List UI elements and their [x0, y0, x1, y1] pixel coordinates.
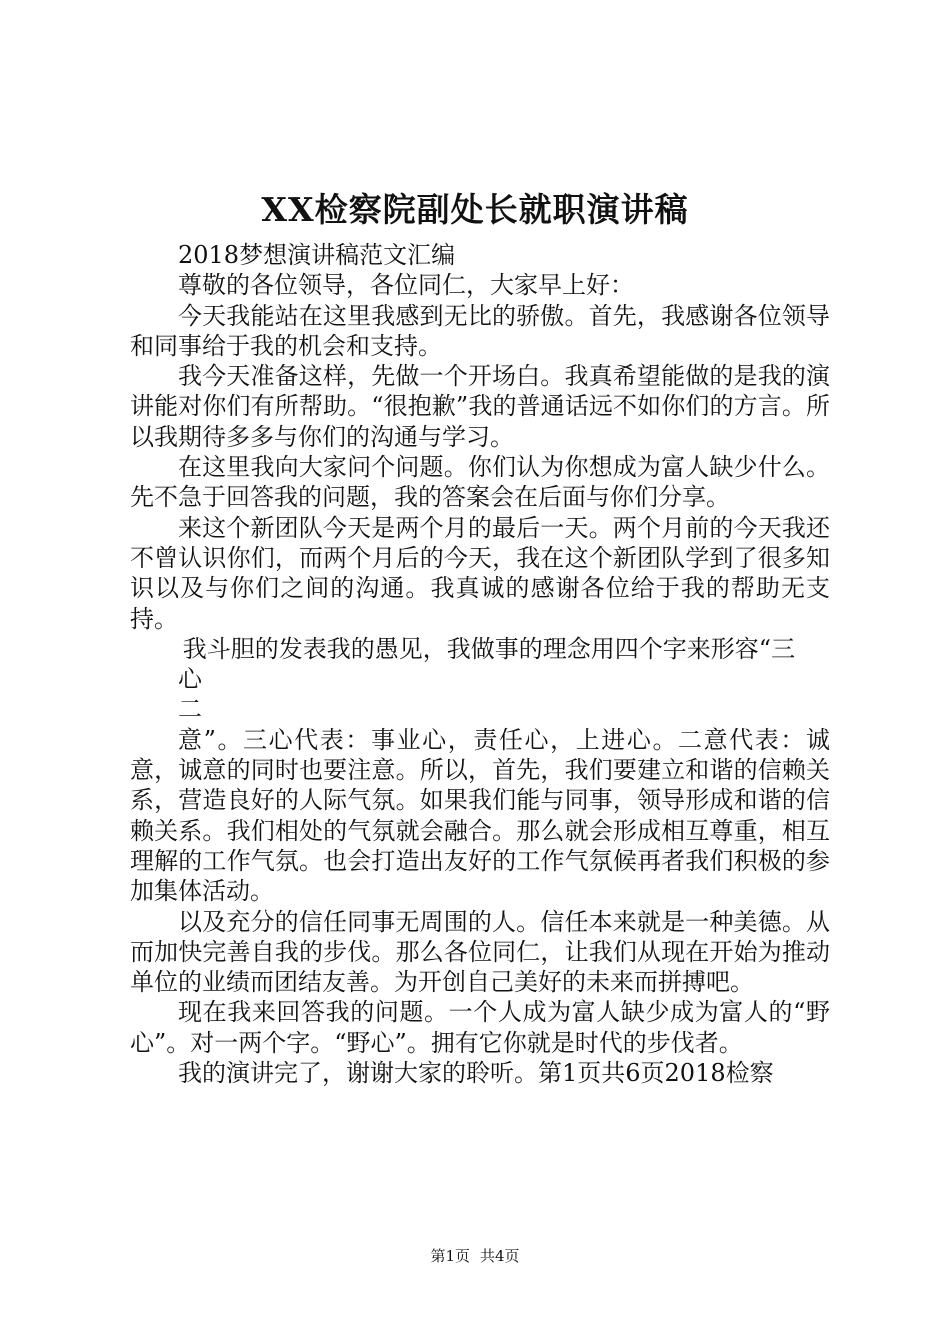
paragraph: 我斗胆的发表我的愚见，我做事的理念用四个字来形容“三	[182, 634, 796, 663]
paragraph-fragment: 二	[178, 695, 202, 724]
paragraph: 意”。三心代表：事业心，责任心，上进心。二意代表：诚意，诚意的同时也要注意。所以，首先，我们要建立和谐的信赖关系，营造良好的人际气氛。如果我们能与同事，领导形成和谐的信赖关系。我们相处的气氛就会融合。那么就会形成相互尊重，相互理解的工作气氛。也会打造出友好的工作气氛候再者我们积极的参加集体活动。	[130, 725, 830, 906]
page-total: 共4页	[480, 1247, 520, 1265]
paragraph: 现在我来回答我的问题。一个人成为富人缺少成为富人的“野心”。对一两个字。“野心”。拥有它你就是时代的步伐者。	[130, 998, 830, 1057]
paragraph: 我的演讲完了，谢谢大家的聆听。第1页共6页2018检察	[178, 1059, 774, 1088]
paragraph: 我今天准备这样，先做一个开场白。我真希望能做的是我的演讲能对你们有所帮助。“很抱歉”我的普通话远不如你们的方言。所以我期待多多与你们的沟通与学习。	[130, 362, 830, 451]
page-number: 第1页	[430, 1247, 470, 1265]
paragraph-subtitle: 2018梦想演讲稿范文汇编	[178, 241, 456, 269]
paragraph: 以及充分的信任同事无周围的人。信任本来就是一种美德。从而加快完善自我的步伐。那么各位同仁，让我们从现在开始为推动单位的业绩而团结友善。为开创自己美好的未来而拼搏吧。	[130, 907, 830, 997]
paragraph-greeting: 尊敬的各位领导，各位同仁，大家早上好：	[178, 271, 634, 300]
page-footer	[0, 1245, 950, 1267]
paragraph: 今天我能站在这里我感到无比的骄傲。首先，我感谢各位领导和同事给于我的机会和支持。	[130, 301, 830, 360]
paragraph: 来这个新团队今天是两个月的最后一天。两个月前的今天我还不曾认识你们，而两个月后的今天，我在这个新团队学到了很多知识以及与你们之间的沟通。我真诚的感谢各位给于我的帮助无支持。	[130, 513, 830, 633]
document-title: XX检察院副处长就职演讲稿	[261, 190, 689, 229]
paragraph: 在这里我向大家问个问题。你们认为你想成为富人缺少什么。先不急于回答我的问题，我的答案会在后面与你们分享。	[130, 453, 830, 512]
document-body	[130, 240, 830, 1088]
paragraph-fragment: 心	[178, 665, 202, 694]
